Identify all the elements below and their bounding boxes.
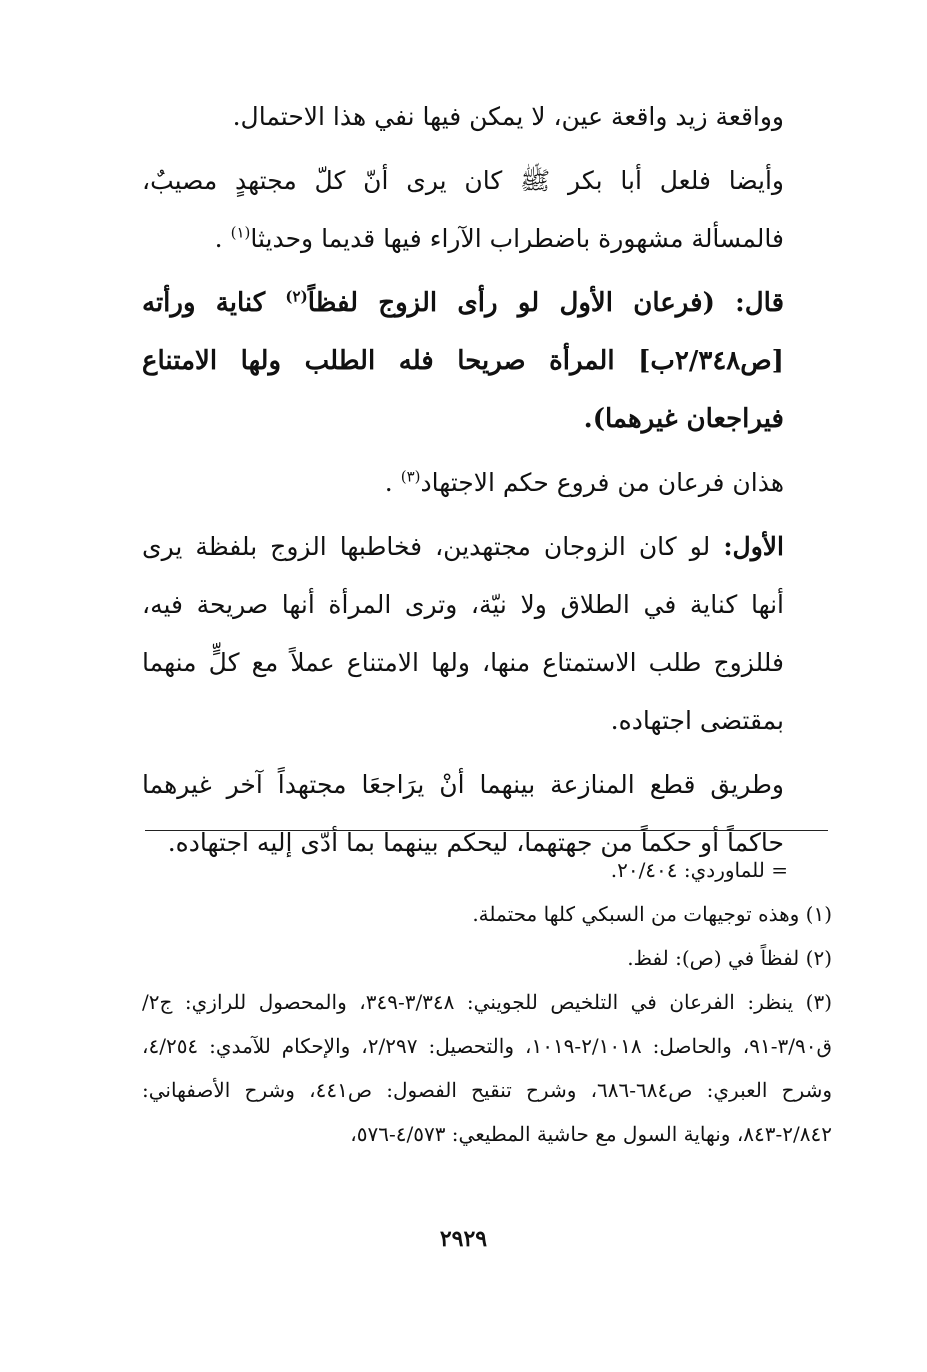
paragraph-5-text: لو كان الزوجان مجتهدين، فخاطبها الزوج بلفظة يرى أنها كناية في الطلاق ولا نيّة، وترى المرأة أنها صريحة فيه، فللزوج طلب الاستمتاع منها، ولها الامتناع عملاً مع كلٍّ منهما بمقتضى اجتهاده. <box>142 532 784 735</box>
paragraph-4 <box>142 454 832 512</box>
paragraph-2-end: . <box>214 224 223 253</box>
footnotes <box>142 848 832 1156</box>
matn-text-b: كناية ورأته [ص٢/٣٤٨ب] المرأة صريحا فله الطلب ولها الامتناع فيراجعان غيرهما). <box>142 288 784 434</box>
quoted-matn <box>142 274 832 448</box>
paragraph-6-text: وطريق قطع المنازعة بينهما أنْ يرَاجعَا مجتهداً آخر غيرهما حاكماً أو حكماً من جهتهما، ليحكم بينهما بما أدّى إليه اجتهاده. <box>142 770 784 857</box>
footnote-ref-2: (٢) <box>285 287 308 306</box>
footnote-ref-3: (٣) <box>400 467 421 486</box>
page-number: ٢٩٢٩ <box>439 1226 488 1252</box>
paragraph-4-text: هذان فرعان من فروع حكم الاجتهاد <box>420 468 784 497</box>
paragraph-2-text: وأيضا فلعل أبا بكر ﷺ كان يرى أنّ كلّ مجتهدٍ مصيبٌ، فالمسألة مشهورة باضطراب الآراء فيها قديما وحديثا <box>142 166 784 253</box>
paragraph-4-end: . <box>384 468 393 497</box>
footnote-3: (٣) ينظر: الفرعان في التلخيص للجويني: ٣/٣٤٨-٣٤٩، والمحصول للرازي: ج٢/ق٣/٩٠-٩١، والحاصل: ٢/١٠١٨-١٠١٩، والتحصيل: ٢/٢٩٧، والإحكام للآمدي: ٤/٢٥٤، وشرح العبري: ص٦٨٤-٦٨٦، وشرح تنقيح الفصول: ص٤٤١، وشرح الأصفهاني: ٢/٨٤٢-٨٤٣، ونهاية السول مع حاشية المطيعي: ٤/٥٧٣-٥٧٦، <box>142 990 833 1146</box>
matn-text-a: (فرعان الأول لو رأى الزوج لفظاً <box>307 288 715 318</box>
footnote-ref-1: (١) <box>230 223 251 242</box>
qala-label: قال: <box>735 288 785 318</box>
footnote-2: (٢) لفظاً في (ص): لفظ. <box>627 946 832 970</box>
paragraph-1-text: وواقعة زيد واقعة عين، لا يمكن فيها نفي هذا الاحتمال. <box>232 102 784 131</box>
footnote-1: (١) وهذه توجيهات من السبكي كلها محتملة. <box>472 902 832 926</box>
paragraph-1 <box>142 88 832 146</box>
footnote-continuation: = للماوردي: ٢٠/٤٠٤. <box>610 858 788 882</box>
first-label: الأول: <box>723 532 784 561</box>
main-text <box>142 88 832 878</box>
paragraph-5 <box>142 518 832 750</box>
paragraph-2 <box>142 152 832 268</box>
footnote-divider <box>145 830 828 831</box>
